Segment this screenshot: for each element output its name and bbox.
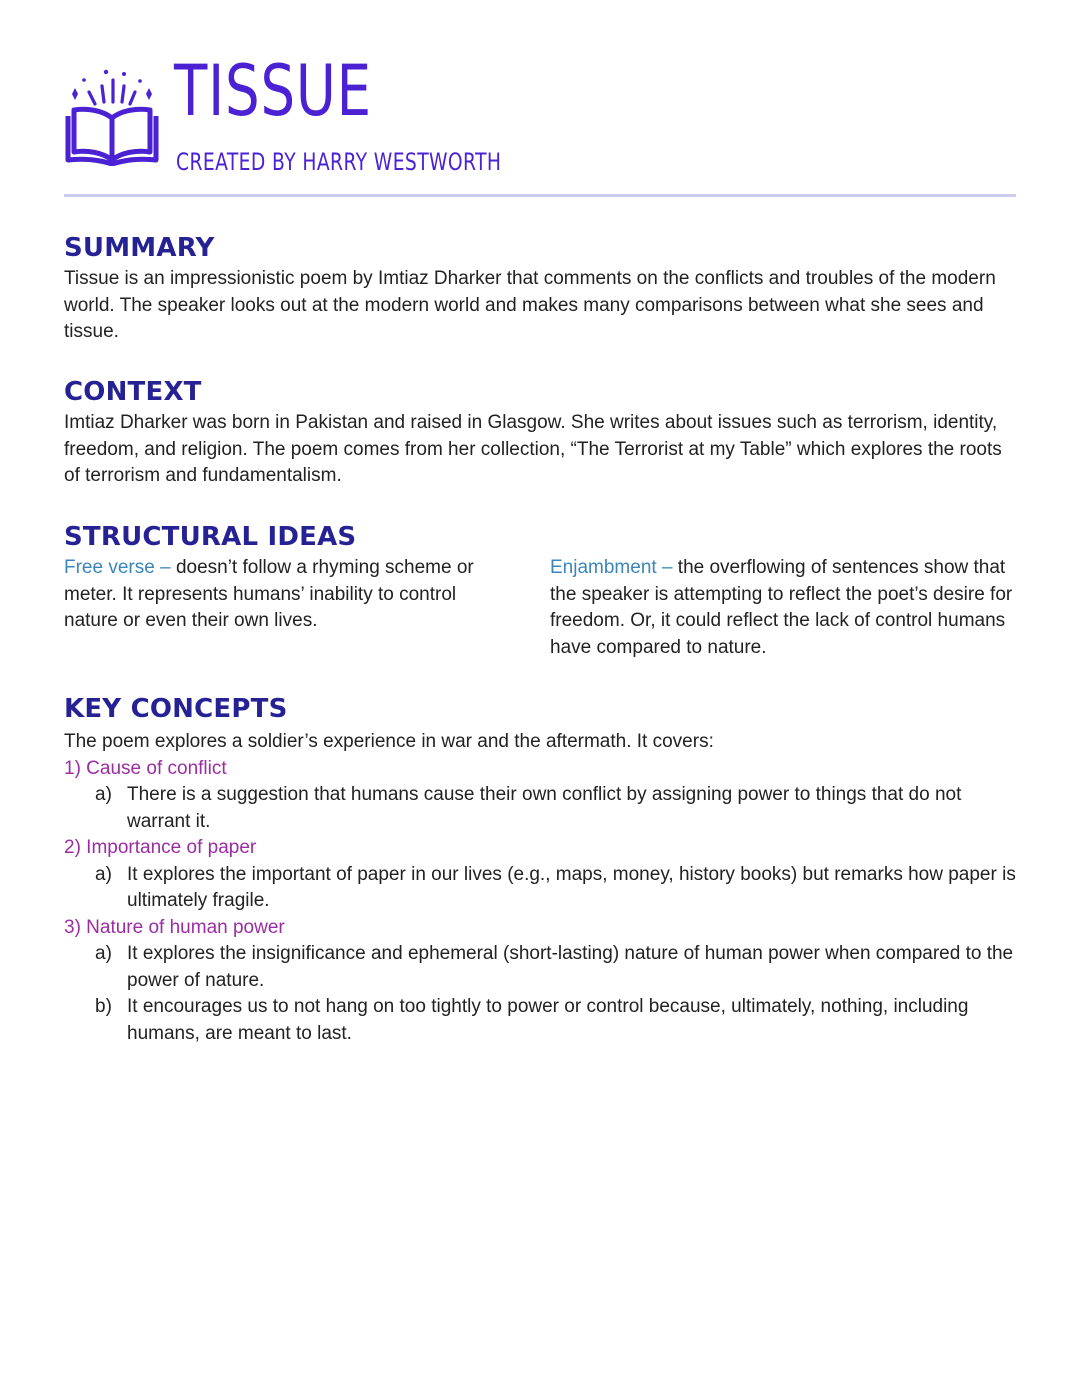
- list-item: [64, 994, 1016, 1047]
- list-marker: a): [95, 784, 112, 805]
- list-item: [64, 782, 1016, 835]
- context-section: [64, 376, 1016, 490]
- list-item-text: There is a suggestion that humans cause their own conflict by assigning power to things that do not warrant it.: [127, 784, 962, 832]
- structural-columns: [64, 555, 1016, 665]
- page-title: TISSUE: [174, 50, 372, 132]
- summary-section: [64, 232, 1016, 346]
- list-item: [64, 862, 1016, 915]
- structural-heading: STRUCTURAL IDEAS: [64, 522, 357, 552]
- list-item-text: It encourages us to not hang on too tightly to power or control because, ultimately, nothing, including humans, are meant to last.: [127, 996, 969, 1044]
- context-heading: CONTEXT: [64, 377, 202, 407]
- term-separator: –: [656, 557, 678, 578]
- term-separator: –: [154, 557, 176, 578]
- list-marker: b): [95, 996, 112, 1017]
- structural-right-column: [550, 555, 1016, 661]
- list-marker: a): [95, 863, 112, 885]
- key-concepts-heading: KEY CONCEPTS: [64, 694, 288, 724]
- list-item-text: It explores the important of paper in our lives (e.g., maps, money, history books) but remarks how paper is ultimately fragile.: [127, 863, 1016, 911]
- summary-text: Tissue is an impressionistic poem by Imtiaz Dharker that comments on the conflicts and troubles of the modern world. The speaker looks out at the modern world and makes many comparisons between what she sees and tissue.: [64, 268, 996, 342]
- structural-left-column: [64, 555, 514, 635]
- header: [64, 50, 964, 180]
- key-concepts-section: [64, 693, 1016, 1047]
- list-marker: a): [95, 943, 112, 964]
- concept-heading-3: 3) Nature of human power: [64, 916, 285, 938]
- list-item: [64, 941, 1016, 994]
- header-divider: [64, 194, 1016, 197]
- concept-heading-2: 2) Importance of paper: [64, 837, 257, 858]
- concept-heading-1: 1) Cause of conflict: [64, 757, 227, 779]
- summary-heading: SUMMARY: [64, 233, 215, 263]
- free-verse-text: doesn’t follow a rhyming scheme or meter. It represents humans’ inability to control nature or even their own lives.: [64, 557, 474, 631]
- key-concepts-intro: The poem explores a soldier’s experience in war and the aftermath. It covers:: [64, 731, 714, 752]
- free-verse-term: Free verse: [64, 557, 155, 578]
- enjambment-term: Enjambment: [550, 557, 657, 578]
- author-credit: CREATED BY HARRY WESTWORTH: [176, 148, 502, 176]
- context-text: Imtiaz Dharker was born in Pakistan and raised in Glasgow. She writes about issues such as terrorism, identity, freedom, and religion. The poem comes from her collection, “The Terrorist at my Table” which explores the roots of terrorism and fundamentalism.: [64, 412, 1002, 486]
- structural-section: [64, 521, 1016, 665]
- open-book-icon: [64, 66, 160, 166]
- list-item-text: It explores the insignificance and ephemeral (short-lasting) nature of human power when compared to the power of nature.: [127, 943, 1014, 991]
- enjambment-text: the overflowing of sentences show that the speaker is attempting to reflect the poet’s desire for freedom. Or, it could reflect the lack of control humans have compared to nature.: [550, 557, 1013, 658]
